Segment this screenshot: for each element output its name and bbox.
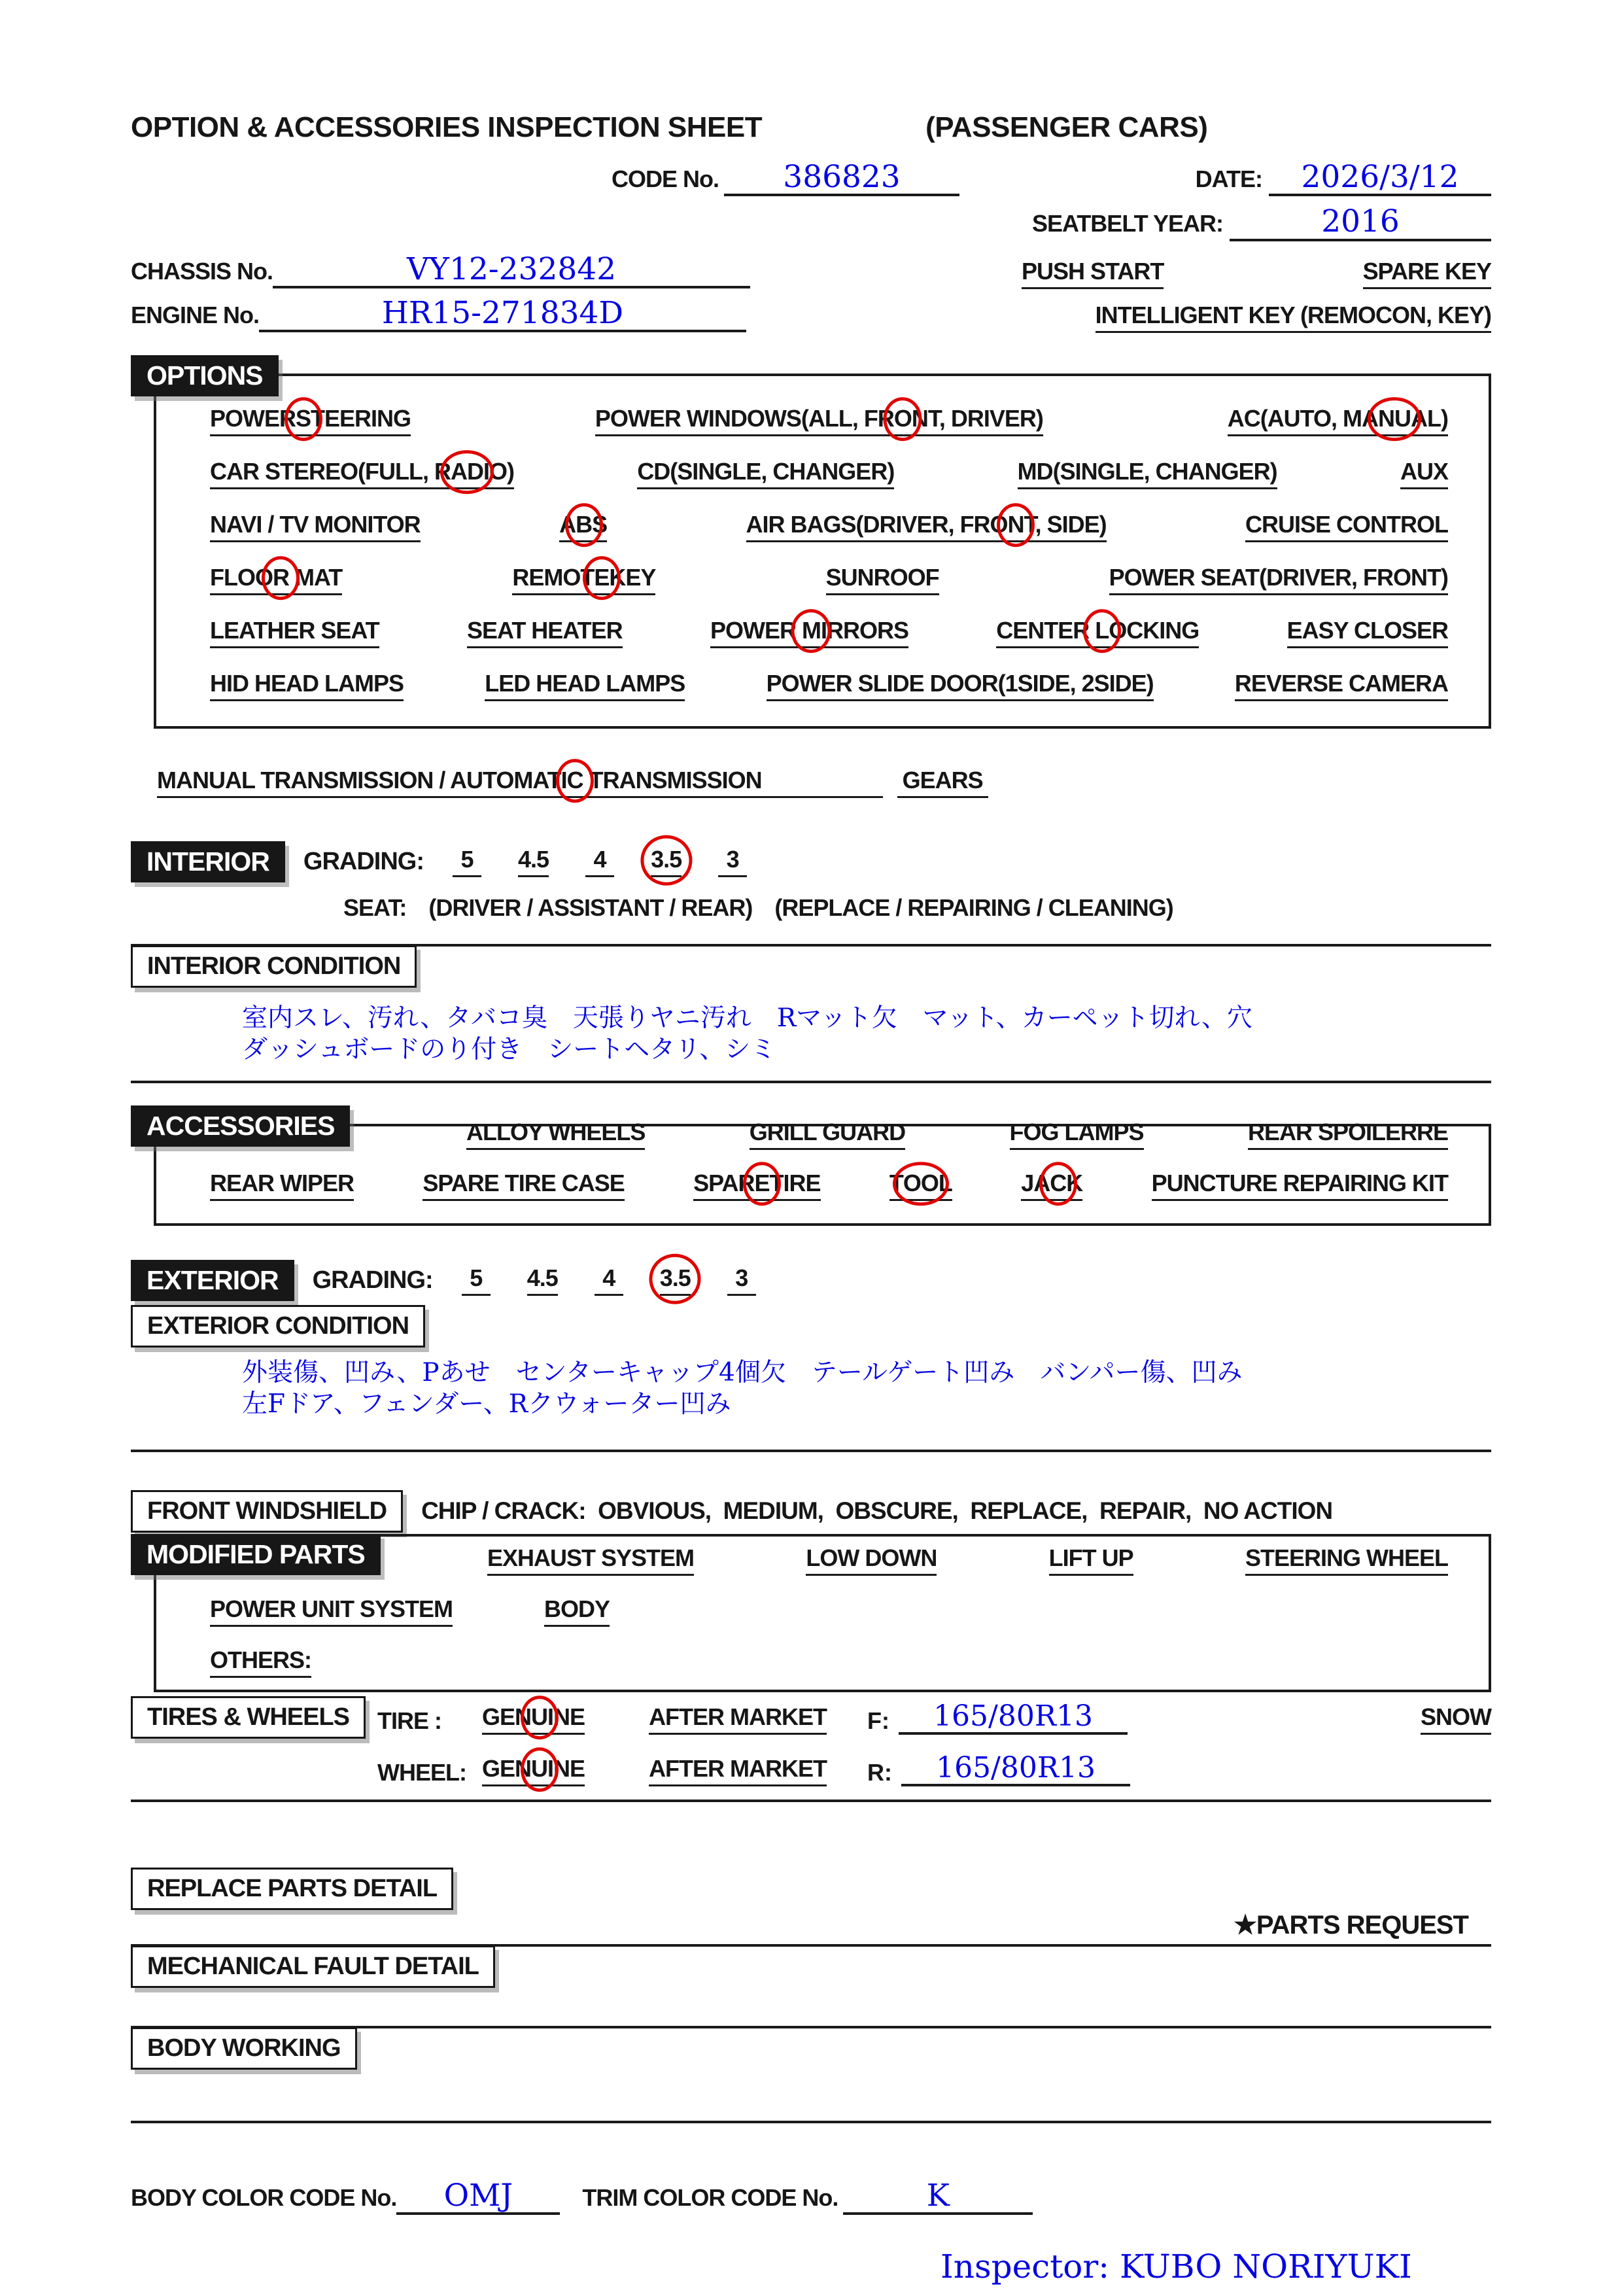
red-circle-mark: U [531,1703,548,1730]
red-circle-mark: C [1050,1169,1067,1196]
form-item: GRILL GUARD [750,1119,905,1150]
form-item: GENUINE [482,1755,585,1783]
form-row [210,511,1448,542]
page-title: OPTION & ACCESSORIES INSPECTION SHEET [131,111,763,143]
body-color-value: OMJ [396,2180,560,2215]
modified-row2 [210,1595,1448,1627]
form-item: LEATHER SEAT [210,617,379,648]
transmission-label [157,767,883,798]
code-date-row [131,161,1491,196]
parts-request-label: ★PARTS REQUEST [1234,1911,1468,1940]
windshield-options: CHIP / CRACK: OBVIOUS, MEDIUM, OBSCURE, REPLACE, REPAIR, NO ACTION [421,1497,1333,1525]
form-item: AUX [1400,458,1448,489]
form-item: 4 [595,1264,623,1296]
modified-row1 [487,1544,1448,1576]
form-item: 3 [718,846,747,877]
windshield-box-label: FRONT WINDSHIELD [131,1490,403,1533]
seatbelt-label: SEATBELT YEAR: [1031,210,1223,237]
form-item: FLOOR MAT [210,564,342,595]
seatbelt-value: 2016 [1230,205,1491,241]
form-item: GENUINE [482,1703,585,1730]
form-item [651,846,682,877]
engine-row [131,294,1491,333]
exterior-grading-label: GRADING: [312,1266,433,1294]
form-item: 4.5 [518,846,549,877]
form-item: POWER MIRRORS [710,617,908,648]
exterior-header-row [131,1260,1491,1301]
body-color-label: BODY COLOR CODE No. [131,2184,397,2212]
intelligent-key-label: INTELLIGENT KEY (REMOCON, KEY) [1096,302,1491,333]
replace-parts-section [131,1868,1491,1910]
form-item: POWER SEAT(DRIVER, FRONT) [1109,564,1448,595]
interior-condition-line2: ダッシュボードのり付き シートヘタリ、シミ [242,1034,776,1064]
form-item: 5 [462,1264,491,1296]
tire-row [377,1701,1491,1735]
form-item: CRUISE CONTROL [1245,511,1448,542]
date-group [1196,161,1491,196]
exterior-condition-header: EXTERIOR CONDITION [131,1305,425,1348]
tires-box-label: TIRES & WHEELS [131,1696,366,1739]
interior-condition-header: INTERIOR CONDITION [131,945,417,988]
form-item: 4 [585,846,614,877]
accessories-header: ACCESSORIES [131,1105,350,1147]
body-working-section [131,2026,1491,2070]
form-item: SEAT HEATER [467,617,623,648]
form-item: MD(SINGLE, CHANGER) [1018,458,1277,489]
date-value: 2026/3/12 [1269,161,1491,196]
options-list [156,376,1489,726]
form-item: 3 [727,1264,756,1296]
snow-label: SNOW [1421,1703,1491,1735]
wheel-row [377,1750,1491,1786]
exterior-condition-line2: 左Fドア、フェンダー、Rクウォーター凹み [242,1389,731,1419]
form-item: CAR STEREO(FULL, RADIO) [210,458,514,489]
form-item: LIFT UP [1049,1544,1133,1576]
engine-value: HR15-271834D [259,297,746,332]
others-label: OTHERS: [210,1646,311,1678]
form-item: POWER WINDOWS(ALL, FRONT, DRIVER) [595,405,1043,436]
form-item: JACK [1021,1170,1082,1201]
inspector-signature: Inspector: KUBO NORIYUKI [940,2248,1412,2286]
exterior-condition-section [131,1301,1491,1452]
red-circle-mark: AD [450,457,483,485]
front-size-label: F: [867,1707,890,1734]
red-circle-mark: R [272,563,289,591]
exterior-grades [462,1264,756,1296]
form-item: 5 [453,846,481,877]
form-item: TOOL [889,1170,952,1201]
engine-label: ENGINE No. [131,301,260,328]
push-start-label: PUSH START [1022,258,1164,289]
red-circle-mark: B [576,510,593,538]
red-circle-mark: E [754,1169,770,1196]
form-item: 4.5 [527,1264,558,1296]
page-subtitle: (PASSENGER CARS) [925,111,1208,143]
mechanical-fault-section [131,1944,1491,1988]
form-item [660,1264,691,1296]
red-circle-mark: C [566,766,583,793]
rule-line [131,2121,1491,2123]
form-row [210,564,1448,595]
seat-actions: (REPLACE / REPAIRING / CLEANING) [774,894,1173,921]
form-item: HID HEAD LAMPS [210,670,404,701]
mechanical-fault-label: MECHANICAL FAULT DETAIL [131,1945,495,1988]
red-circle-mark: 3.5 [659,1264,691,1292]
red-circle-mark: L [1095,616,1109,644]
interior-header-row [131,841,1491,882]
form-item: AIR BAGS(DRIVER, FRONT, SIDE) [746,511,1107,542]
gears-label: GEARS [897,767,988,798]
modified-parts-section [147,1534,1491,1692]
form-item: REAR SPOILERRE [1248,1119,1448,1150]
exterior-header: EXTERIOR [131,1260,294,1301]
transmission-row [157,767,1491,798]
seat-label: SEAT: [343,894,407,921]
seat-positions: (DRIVER / ASSISTANT / REAR) [428,894,753,921]
spare-key-label: SPARE KEY [1363,258,1491,289]
code-label: CODE No. [612,165,719,192]
front-size-value: 165/80R13 [899,1701,1128,1735]
seatbelt-row [131,205,1491,241]
tires-rows [377,1696,1491,1786]
accessories-row1 [466,1119,1448,1150]
rule-line [131,1450,1491,1452]
trim-color-label: TRIM COLOR CODE No. [582,2184,838,2212]
form-item: MANUAL TRANSMISSION / AUTOMATIC TRANSMISSION [157,766,762,793]
form-item: EASY CLOSER [1287,617,1448,648]
form-item: POWER SLIDE DOOR(1SIDE, 2SIDE) [767,670,1154,701]
red-circle-mark: NU [1378,404,1411,432]
form-item: PUNCTURE REPAIRING KIT [1152,1170,1448,1201]
color-code-row [131,2180,1491,2215]
interior-grading-label: GRADING: [303,847,424,875]
options-section [147,360,1491,729]
windshield-row [131,1490,1491,1533]
title-row [131,0,1491,144]
modified-parts-header: MODIFIED PARTS [131,1534,381,1575]
form-item: REAR WIPER [210,1170,354,1201]
form-item: SUNROOF [826,564,939,595]
form-item: SPARE TIRE CASE [423,1170,624,1201]
tires-section [131,1696,1491,1786]
rear-size-value: 165/80R13 [901,1753,1130,1786]
form-item: ABS [559,511,607,542]
rule-line [131,1800,1491,1802]
red-circle-mark: S [296,404,311,432]
interior-condition-line1: 室内スレ、汚れ、タバコ臭 天張りヤニ汚れ Rマット欠 マット、カーペット切れ、穴 [242,1003,1252,1033]
red-circle-mark: U [531,1755,548,1783]
form-item: REVERSE CAMERA [1235,670,1448,701]
accessories-row2 [210,1170,1448,1201]
tire-aftermarket: AFTER MARKET [649,1703,827,1735]
rear-size-label: R: [867,1759,893,1786]
form-item: AC(AUTO, MANUAL) [1228,405,1448,436]
chassis-row [131,253,1491,289]
interior-grades [453,846,747,877]
accessories-section [147,1110,1491,1226]
red-circle-mark: M [801,616,821,644]
form-row [210,458,1448,489]
chassis-value: VY12-232842 [273,253,750,288]
replace-parts-label: REPLACE PARTS DETAIL [131,1868,453,1910]
tire-label: TIRE : [377,1707,442,1734]
code-value: 386823 [724,161,959,196]
interior-condition-section [131,944,1491,1083]
rule-line [131,1081,1491,1083]
interior-seat-row [343,894,1491,922]
form-row [210,670,1448,701]
form-item: BODY [544,1595,610,1627]
exterior-condition-line1: 外装傷、凹み、Pあせ センターキャップ4個欠 テールゲート凹み バンパー傷、凹み [242,1357,1243,1387]
wheel-genuine [482,1755,585,1786]
trim-color-value: K [843,2180,1033,2215]
key-group [1022,258,1491,289]
wheel-aftermarket: AFTER MARKET [649,1755,827,1786]
form-item: CD(SINGLE, CHANGER) [637,458,894,489]
form-item: POWER UNIT SYSTEM [210,1595,453,1627]
form-item: LED HEAD LAMPS [485,670,685,701]
red-circle-mark: E [594,563,610,591]
interior-header: INTERIOR [131,841,285,882]
form-item: CENTER LOCKING [996,617,1199,648]
form-item: EXHAUST SYSTEM [487,1544,694,1576]
chassis-label: CHASSIS No. [131,257,273,285]
form-item: STEERING WHEEL [1245,1544,1448,1576]
form-item: REMOTEKEY [512,564,655,595]
form-item: LOW DOWN [806,1544,937,1576]
form-item: NAVI / TV MONITOR [210,511,421,542]
tire-genuine [482,1703,585,1735]
form-item: SPARETIRE [693,1170,820,1201]
red-circle-mark: 3.5 [651,846,682,873]
date-label: DATE: [1195,165,1262,192]
red-circle-mark: O [893,404,912,432]
red-circle-mark: OO [903,1169,939,1196]
form-item: POWERSTEERING [210,405,411,436]
form-item: FOG LAMPS [1010,1119,1144,1150]
red-circle-mark: N [1007,510,1024,538]
form-row [210,617,1448,648]
form-row [210,405,1448,436]
body-working-label: BODY WORKING [131,2027,357,2070]
wheel-label: WHEEL: [377,1759,467,1786]
form-item: ALLOY WHEELS [466,1119,645,1150]
options-header: OPTIONS [131,355,279,396]
